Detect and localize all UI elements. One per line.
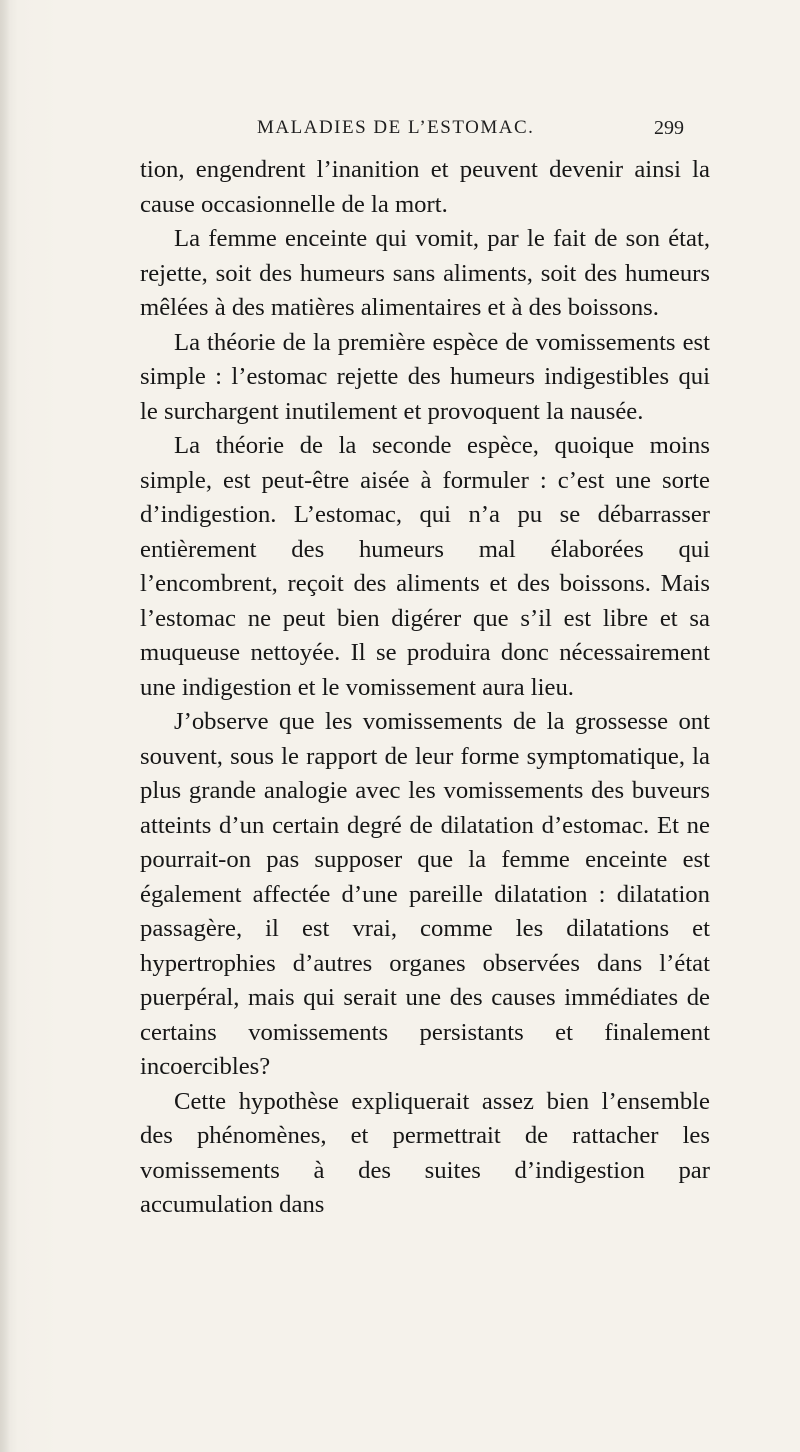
paragraph: Cette hypothèse expliquerait assez bien l’ensemble des phénomènes, et permettrait de rattacher les vomissements à des suites d’indigestion par accumulation dans — [140, 1087, 710, 1218]
page-number: 299 — [654, 117, 684, 139]
body-text — [140, 153, 710, 1223]
page-header — [140, 117, 690, 147]
paragraph: La théorie de la seconde espèce, quoique moins simple, est peut-être aisée à formuler : c’est une sorte d’indigestion. L’estomac, qui n’a pu se débarrasser entièrement des humeurs mal élaborées qui l’encombrent, reçoit des aliments et des boissons. Mais l’estomac ne peut bien digérer que s’il est libre et sa muqueuse nettoyée. Il se produira donc nécessairement une indigestion et le vomissement aura lieu. — [140, 432, 710, 701]
paragraph: J’observe que les vomissements de la grossesse ont souvent, sous le rapport de leur forme symptomatique, la plus grande analogie avec les vomissements des buveurs atteints d’un certain degré de dilatation d’estomac. Et ne pourrait-on pas supposer que la femme enceinte est également affectée d’une pareille dilatation : dilatation passagère, il est vrai, comme les dilatations et hypertrophies d’autres organes observées dans l’état puerpéral, mais qui serait une des causes immédiates de certains vomissements persistants et finalement incoercibles? — [140, 708, 710, 1080]
page-edge-shadow — [0, 0, 10, 1452]
paragraph: La femme enceinte qui vomit, par le fait de son état, rejette, soit des humeurs sans aliments, soit des humeurs mêlées à des matières alimentaires et à des boissons. — [140, 225, 710, 321]
paragraph-continued: tion, engendrent l’inanition et peuvent devenir ainsi la cause occasionnelle de la mort. — [140, 156, 710, 218]
paragraph: La théorie de la première espèce de vomissements est simple : l’estomac rejette des humeurs indigestibles qui le surchargent inutilement et provoquent la nausée. — [140, 328, 710, 425]
running-head: MALADIES DE L’ESTOMAC. — [257, 117, 535, 138]
